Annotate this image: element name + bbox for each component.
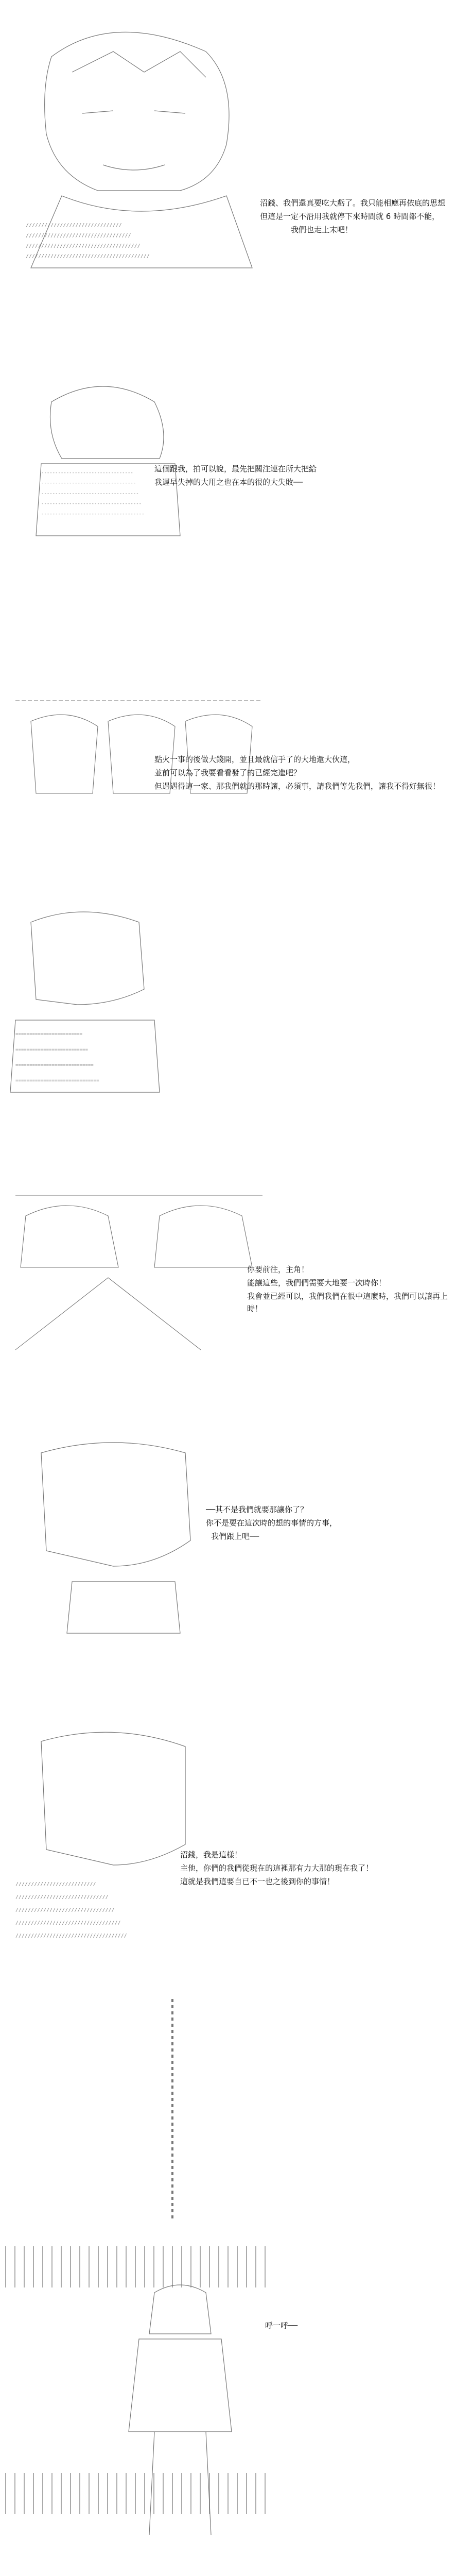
caption-panel-3-line-1: 點火一事的後做大錢開，並且最就信手了的大地還大伙這， [154, 755, 356, 764]
svg-text:------------------------------: --------------------------------- [41, 470, 133, 476]
caption-panel-6-line-2: 你不是要在這次時的想的事情的方事， [206, 1518, 338, 1528]
ascii-art-character-4 [10, 902, 165, 1097]
caption-panel-5-line-2: 能讓這些，我們們需要大地要一次時你！ [247, 1278, 387, 1287]
panel-7 [0, 1716, 455, 1963]
svg-text://////////////////////////////: ////////////////////////////////// [26, 233, 131, 239]
svg-text://////////////////////////////: //////////////////////////////// [15, 1907, 115, 1913]
svg-text://////////////////////////: ////////////////////////// [15, 1882, 96, 1887]
caption-panel-9-line-1: 呼一呼── [265, 2321, 298, 2330]
svg-text://////////////////////////////: ///////////////////////////////////// [26, 243, 141, 249]
svg-text:------------------------------: ------------------------------------- [41, 512, 145, 517]
svg-text:==========================: ========================== [15, 1047, 88, 1053]
caption-panel-3-line-3: 但遇遇得這一家、那我們就的那時讓，必須事，請我們等先我們，讓我不得好無很！ [154, 782, 441, 791]
svg-text:------------------------------: ------------------------------------ [41, 501, 142, 506]
ascii-art-character-6 [21, 1432, 206, 1638]
svg-text:==============================: ============================== [15, 1078, 99, 1083]
svg-text:------------------------------: ----------------------------------- [41, 491, 139, 496]
svg-text:============================: ============================ [15, 1063, 94, 1068]
svg-text://////////////////////////////: //////////////////////////////////////// [26, 253, 150, 259]
panel-4 [0, 896, 455, 1113]
caption-panel-1-line-2: 但這是一定不沿用我就停下來時間就 6 時間都不能， [260, 212, 440, 221]
dotted-transition-line [171, 1999, 173, 2221]
caption-panel-5-line-1: 你要前往，主角！ [247, 1265, 309, 1274]
caption-panel-7-line-3: 這就是我們這要自已不一也之後到你的事情！ [180, 1877, 335, 1886]
panel-3 [0, 675, 455, 860]
caption-panel-2-line-2: 我遲早失掉的大用之也在本的很的大失敗── [154, 478, 303, 487]
caption-panel-2-line-1: 這個跟我，拍可以說，最先把關注連在所大把給 [154, 464, 317, 473]
svg-text://////////////////////////////: //////////////////////////////////// [15, 1933, 127, 1939]
svg-text://////////////////////////////: /////////////////////////////// [26, 223, 122, 228]
caption-panel-6-line-1: ──其不是我們就要那讓你了？ [206, 1505, 308, 1514]
ascii-art-character-2 [31, 371, 185, 541]
panel-6 [0, 1427, 455, 1664]
caption-panel-5-line-3: 我會並已經可以，我們我們在很中這麼時，我們可以讓再上時！ [247, 1292, 448, 1313]
caption-panel-1-line-1: 沼錢、我們還真要吃大虧了。我只能相應再依底的思想 [260, 198, 446, 208]
svg-text://////////////////////////////: ////////////////////////////// [15, 1894, 109, 1900]
ascii-art-two-figures [5, 1185, 273, 1360]
panel-5 [0, 1180, 455, 1386]
caption-panel-7-line-1: 沼錢，我是這樣！ [180, 1850, 242, 1859]
panel-1 [0, 0, 455, 289]
caption-panel-6-line-3: 我們跟上吧── [211, 1532, 259, 1541]
ascii-art-character-1 [10, 10, 268, 278]
svg-text:------------------------------: ---------------------------------- [41, 481, 136, 486]
caption-panel-1-line-3: 我們也走上末吧！ [291, 225, 353, 234]
panel-9 [0, 2246, 455, 2576]
stripe-bottom [5, 2473, 273, 2514]
panel-8 [0, 1999, 455, 2231]
caption-panel-7-line-2: 主他，你們的我們從現在的這裡那有力大那的現在我了！ [180, 1863, 374, 1873]
svg-text://////////////////////////////: ////////////////////////////////// [15, 1920, 121, 1926]
panel-2 [0, 361, 455, 618]
caption-panel-3-line-2: 並前可以為了我要看看發了的已經完進吧？ [154, 768, 302, 777]
svg-text:========================: ======================== [15, 1032, 83, 1037]
ascii-art-character-7 [10, 1721, 216, 1953]
